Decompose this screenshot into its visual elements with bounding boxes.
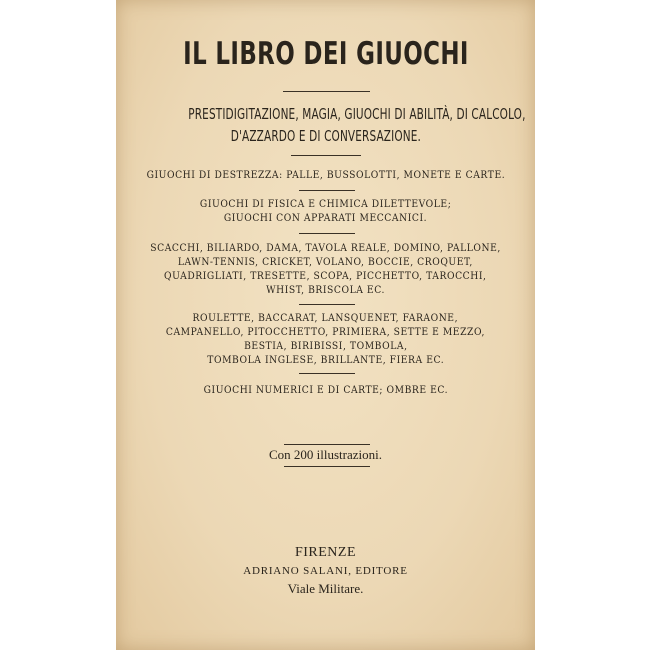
section-roulette-line-3: BESTIA, BIRIBISSI, TOMBOLA, [243,341,408,352]
title-page [116,0,535,650]
section-destrezza: GIUOCHI DI DESTREZZA: PALLE, BUSSOLOTTI, MONETE E CARTE. [146,170,505,181]
title-rule [283,91,370,92]
section-rule [291,155,361,156]
imprint-city: FIRENZE [294,545,357,560]
section-scacchi-line-3: QUADRIGLIATI, TRESETTE, SCOPA, PICCHETTO, TAROCCHI, [164,271,487,282]
section-numerici: GIUOCHI NUMERICI E DI CARTE; OMBRE EC. [203,385,448,396]
section-scacchi-line-1: SCACCHI, BILIARDO, DAMA, TAVOLA REALE, DOMINO, PALLONE, [150,243,501,254]
section-rule [299,190,355,191]
imprint-address: Viale Militare. [287,581,364,596]
illustrations-rule-top [284,444,370,445]
illustrations-note: Con 200 illustrazioni. [268,447,383,462]
section-roulette-line-2: CAMPANELLO, PITOCCHETTO, PRIMIERA, SETTE E MEZZO, [165,327,486,338]
section-roulette-line-4: TOMBOLA INGLESE, BRILLANTE, FIERA EC. [207,355,444,366]
section-scacchi-line-2: LAWN-TENNIS, CRICKET, VOLANO, BOCCIE, CROQUET, [177,257,474,268]
section-fisica-line-2: GIUOCHI CON APPARATI MECCANICI. [223,213,428,224]
section-scacchi-line-4: WHIST, BRISCOLA EC. [266,285,385,296]
subtitle-line-1: PRESTIDIGITAZIONE, MAGIA, GIUOCHI DI ABILITÀ, DI CALCOLO, [188,105,526,123]
section-rule [299,233,355,234]
section-rule [299,373,355,374]
section-fisica-line-1: GIUOCHI DI FISICA E CHIMICA DILETTEVOLE; [199,199,452,210]
book-title: IL LIBRO DEI GIUOCHI [182,36,469,72]
section-roulette-line-1: ROULETTE, BACCARAT, LANSQUENET, FARAONE, [192,313,459,324]
illustrations-rule-bottom [284,466,370,467]
subtitle-line-2: D'AZZARDO E DI CONVERSAZIONE. [230,127,421,145]
imprint-publisher: ADRIANO SALANI, EDITORE [243,565,408,577]
section-rule [299,304,355,305]
